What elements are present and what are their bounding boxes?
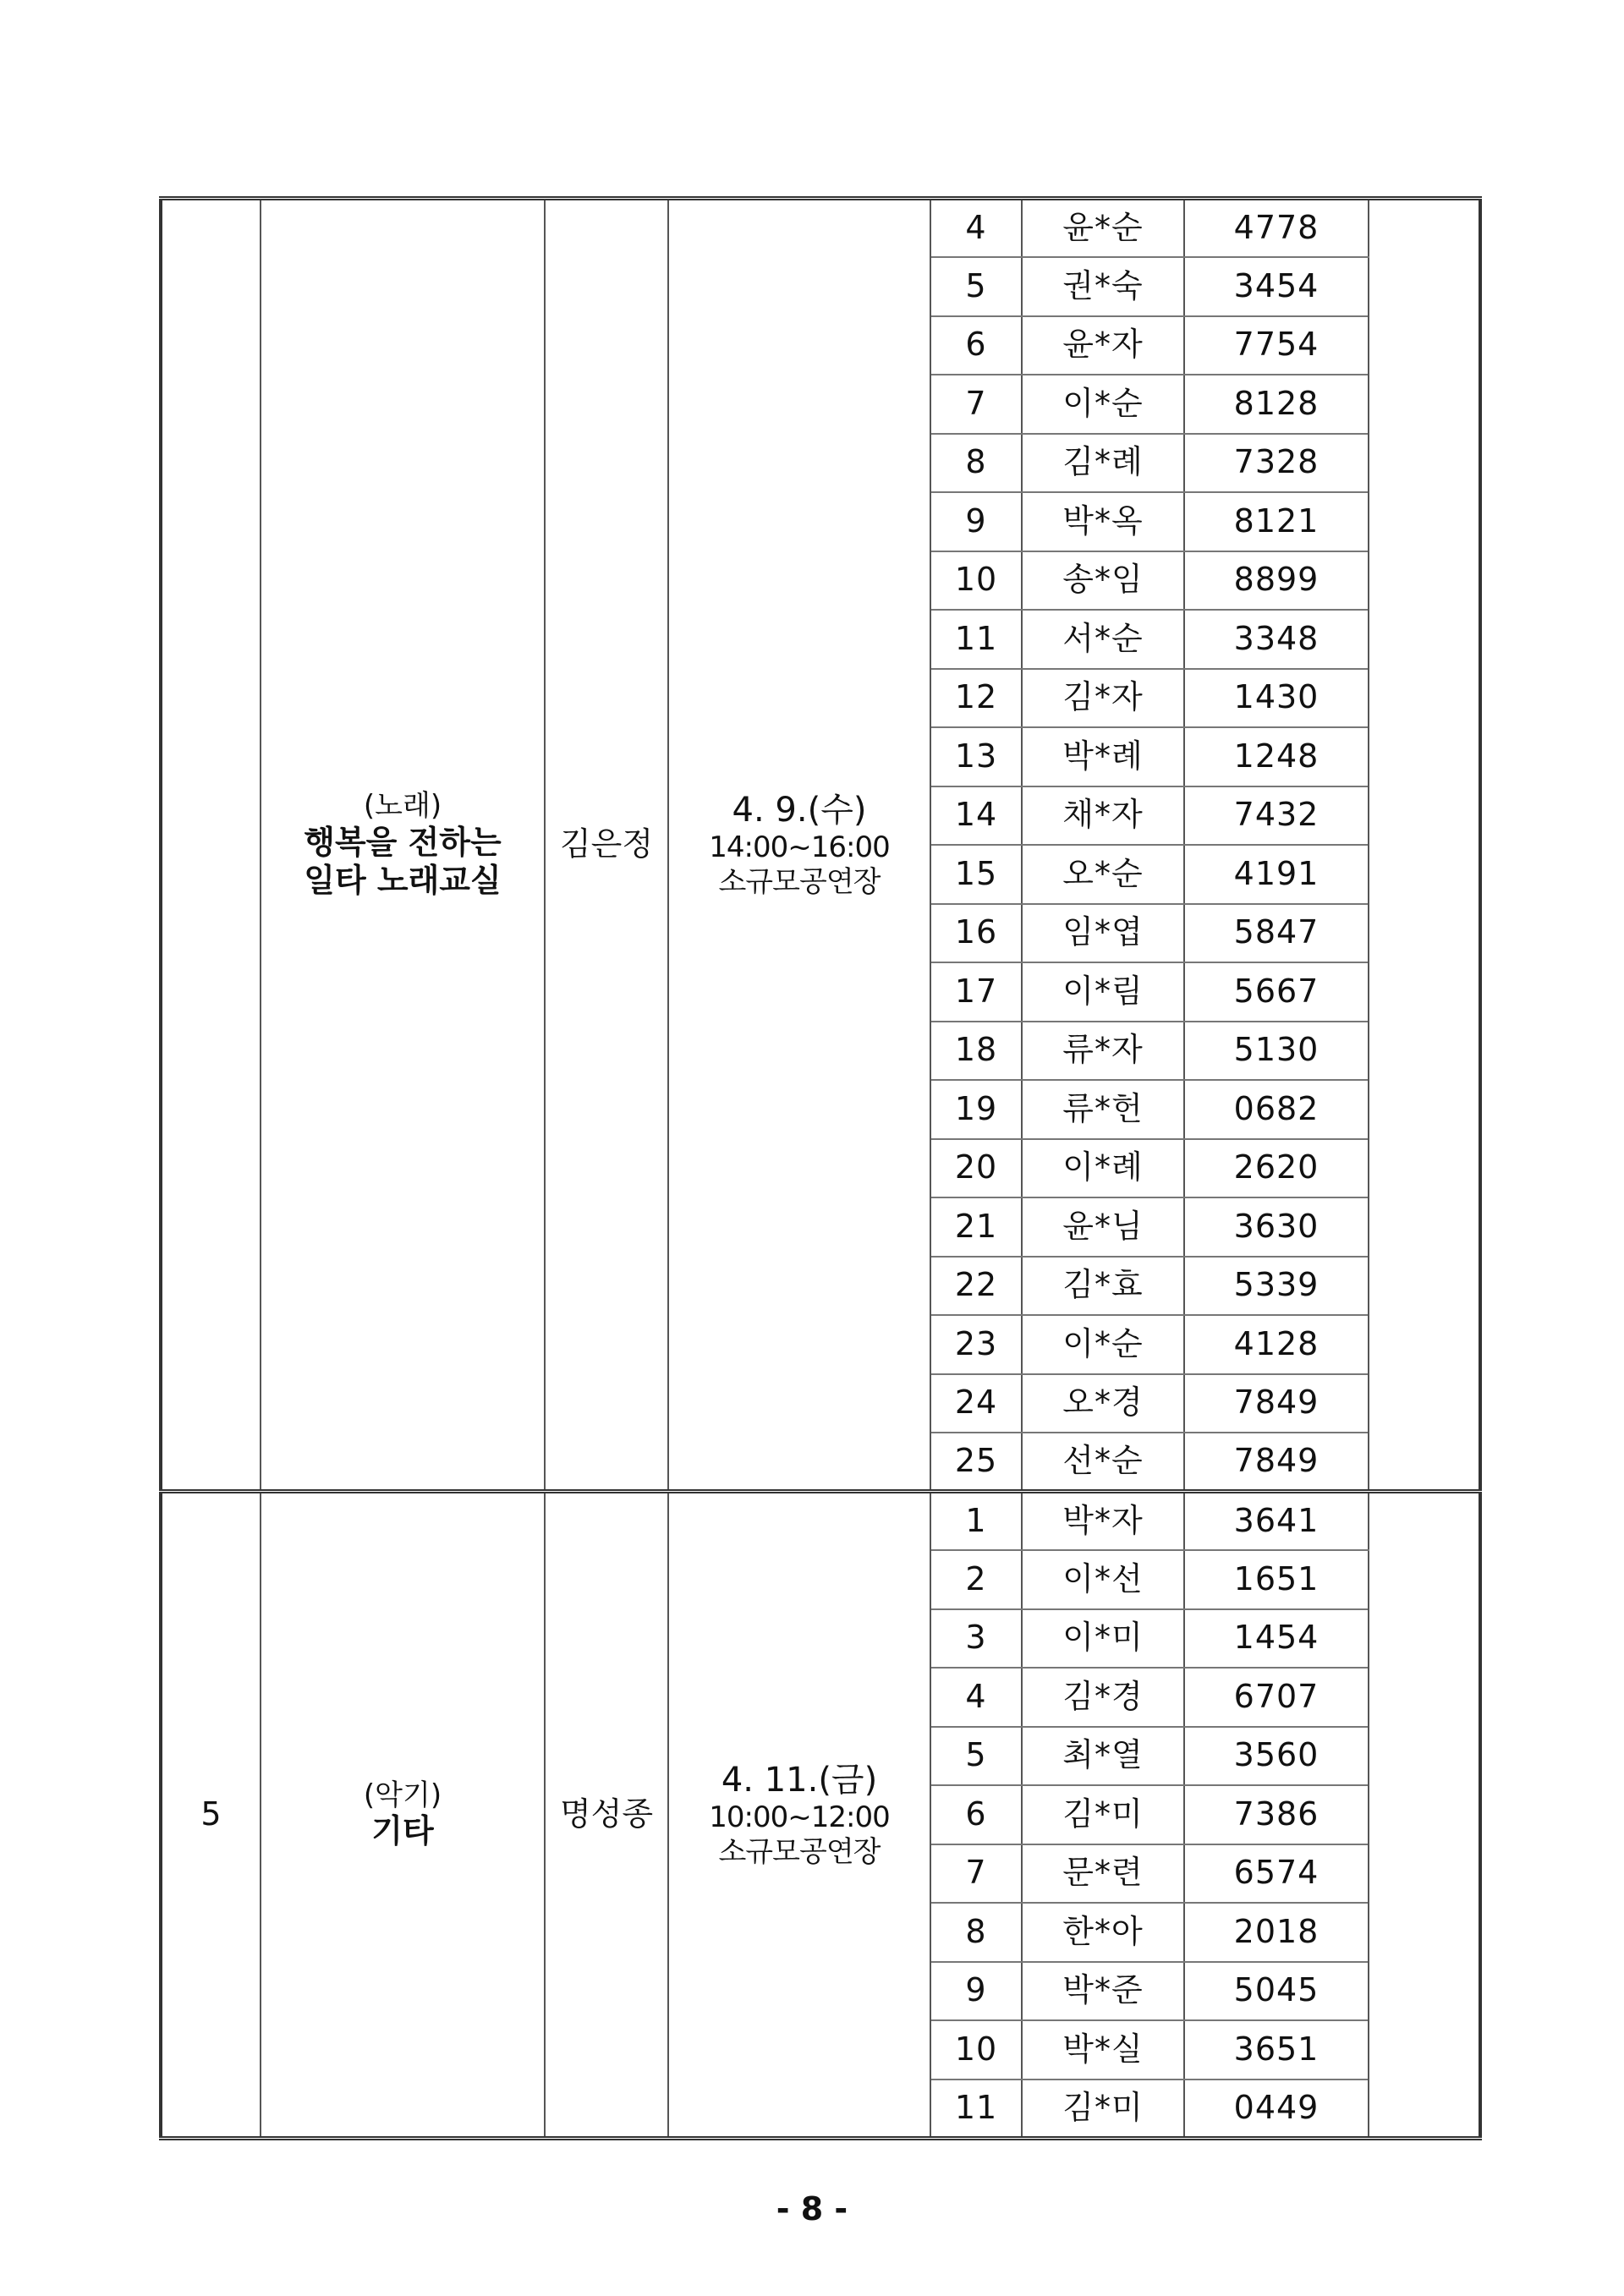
table-body [161, 199, 1480, 2139]
participant-code-cell: 7386 [1184, 1785, 1369, 1844]
participant-number-cell: 11 [930, 610, 1022, 669]
participant-name-cell: 오*순 [1022, 845, 1184, 904]
participant-name-cell: 이*림 [1022, 962, 1184, 1022]
participant-code-cell: 0682 [1184, 1080, 1369, 1139]
participant-name-cell: 박*례 [1022, 727, 1184, 786]
participant-number-cell: 6 [930, 316, 1022, 375]
participant-code-cell: 1248 [1184, 727, 1369, 786]
participant-code-cell: 7849 [1184, 1433, 1369, 1492]
remarks-cell [1369, 1492, 1480, 2139]
participant-name-cell: 문*련 [1022, 1844, 1184, 1904]
participant-number-cell: 5 [930, 1727, 1022, 1786]
participant-number-cell: 3 [930, 1609, 1022, 1669]
participant-number-cell: 12 [930, 669, 1022, 728]
program-name-cell [261, 1492, 545, 2139]
participant-name-cell: 한*아 [1022, 1903, 1184, 1962]
participant-code-cell: 5045 [1184, 1962, 1369, 2021]
table-row [161, 1492, 1480, 1551]
participant-name-cell: 임*엽 [1022, 904, 1184, 963]
program-name-cell [261, 199, 545, 1492]
participant-code-cell: 5667 [1184, 962, 1369, 1022]
participant-number-cell: 1 [930, 1492, 1022, 1551]
participant-code-cell: 1430 [1184, 669, 1369, 728]
participant-number-cell: 10 [930, 2020, 1022, 2080]
participant-name-cell: 김*자 [1022, 669, 1184, 728]
participant-name-cell: 이*선 [1022, 1550, 1184, 1609]
participant-number-cell: 9 [930, 1962, 1022, 2021]
participant-code-cell: 8128 [1184, 375, 1369, 434]
participant-number-cell: 20 [930, 1139, 1022, 1198]
participant-name-cell: 서*순 [1022, 610, 1184, 669]
participant-code-cell: 8121 [1184, 492, 1369, 551]
participant-number-cell: 24 [930, 1374, 1022, 1433]
participant-name-cell: 박*준 [1022, 1962, 1184, 2021]
participant-name-cell: 선*순 [1022, 1433, 1184, 1492]
program-category: (악기) [363, 1778, 442, 1812]
participant-number-cell: 22 [930, 1257, 1022, 1316]
participant-number-cell: 18 [930, 1022, 1022, 1081]
schedule-cell [668, 1492, 930, 2139]
participant-code-cell: 6574 [1184, 1844, 1369, 1904]
participant-name-cell: 박*실 [1022, 2020, 1184, 2080]
program-number-cell [161, 199, 261, 1492]
participant-number-cell: 2 [930, 1550, 1022, 1609]
participant-number-cell: 9 [930, 492, 1022, 551]
participant-code-cell: 8899 [1184, 551, 1369, 611]
participant-number-cell: 4 [930, 199, 1022, 258]
participant-name-cell: 김*례 [1022, 434, 1184, 493]
participant-code-cell: 7754 [1184, 316, 1369, 375]
participant-code-cell: 5847 [1184, 904, 1369, 963]
participant-number-cell: 17 [930, 962, 1022, 1022]
participant-number-cell: 15 [930, 845, 1022, 904]
participant-code-cell: 5339 [1184, 1257, 1369, 1316]
participant-name-cell: 김*효 [1022, 1257, 1184, 1316]
instructor-cell: 명성종 [545, 1492, 668, 2139]
participant-number-cell: 5 [930, 257, 1022, 316]
participant-name-cell: 김*미 [1022, 1785, 1184, 1844]
schedule-date: 4. 11.(금) [721, 1760, 878, 1800]
participant-number-cell: 21 [930, 1197, 1022, 1257]
participant-code-cell: 4191 [1184, 845, 1369, 904]
program-category: (노래) [363, 789, 442, 823]
schedule-time: 14:00~16:00 [709, 830, 890, 865]
participant-name-cell: 윤*님 [1022, 1197, 1184, 1257]
participant-name-cell: 박*옥 [1022, 492, 1184, 551]
participant-table [159, 196, 1482, 2140]
participant-code-cell: 1651 [1184, 1550, 1369, 1609]
participant-name-cell: 이*순 [1022, 375, 1184, 434]
participant-number-cell: 23 [930, 1315, 1022, 1374]
participant-code-cell: 7849 [1184, 1374, 1369, 1433]
program-number-cell: 5 [161, 1492, 261, 2139]
participant-code-cell: 6707 [1184, 1668, 1369, 1727]
participant-code-cell: 3560 [1184, 1727, 1369, 1786]
participant-number-cell: 14 [930, 786, 1022, 846]
participant-number-cell: 8 [930, 1903, 1022, 1962]
participant-name-cell: 송*임 [1022, 551, 1184, 611]
participant-code-cell: 3630 [1184, 1197, 1369, 1257]
participant-name-cell: 이*미 [1022, 1609, 1184, 1669]
participant-code-cell: 7432 [1184, 786, 1369, 846]
participant-number-cell: 16 [930, 904, 1022, 963]
participant-name-cell: 권*숙 [1022, 257, 1184, 316]
participant-code-cell: 5130 [1184, 1022, 1369, 1081]
participant-code-cell: 4778 [1184, 199, 1369, 258]
participant-code-cell: 3641 [1184, 1492, 1369, 1551]
participant-name-cell: 최*열 [1022, 1727, 1184, 1786]
participant-number-cell: 19 [930, 1080, 1022, 1139]
schedule-time: 10:00~12:00 [709, 1800, 890, 1834]
participant-code-cell: 2620 [1184, 1139, 1369, 1198]
page-number: - 8 - [776, 2190, 848, 2228]
participant-name-cell: 윤*순 [1022, 199, 1184, 258]
participant-code-cell: 1454 [1184, 1609, 1369, 1669]
participant-name-cell: 김*경 [1022, 1668, 1184, 1727]
participant-code-cell: 3348 [1184, 610, 1369, 669]
program-title-line2: 일타 노래교실 [304, 862, 502, 900]
participant-code-cell: 2018 [1184, 1903, 1369, 1962]
participant-name-cell: 박*자 [1022, 1492, 1184, 1551]
participant-name-cell: 채*자 [1022, 786, 1184, 846]
schedule-venue: 소규모공연장 [718, 865, 881, 899]
participant-number-cell: 7 [930, 1844, 1022, 1904]
program-title-line1: 행복을 전하는 [304, 823, 502, 861]
schedule-date: 4. 9.(수) [732, 791, 867, 830]
participant-code-cell: 7328 [1184, 434, 1369, 493]
instructor-cell: 김은정 [545, 199, 668, 1492]
participant-name-cell: 류*헌 [1022, 1080, 1184, 1139]
participant-code-cell: 0449 [1184, 2080, 1369, 2139]
participant-number-cell: 10 [930, 551, 1022, 611]
program-title-line1: 기타 [371, 1812, 434, 1850]
participant-name-cell: 김*미 [1022, 2080, 1184, 2139]
table-row [161, 199, 1480, 258]
participant-number-cell: 11 [930, 2080, 1022, 2139]
schedule-cell [668, 199, 930, 1492]
participant-name-cell: 오*경 [1022, 1374, 1184, 1433]
participant-code-cell: 3454 [1184, 257, 1369, 316]
schedule-venue: 소규모공연장 [718, 1834, 881, 1869]
participant-code-cell: 3651 [1184, 2020, 1369, 2080]
participant-number-cell: 25 [930, 1433, 1022, 1492]
participant-number-cell: 4 [930, 1668, 1022, 1727]
participant-code-cell: 4128 [1184, 1315, 1369, 1374]
remarks-cell [1369, 199, 1480, 1492]
participant-number-cell: 13 [930, 727, 1022, 786]
participant-number-cell: 7 [930, 375, 1022, 434]
participant-name-cell: 윤*자 [1022, 316, 1184, 375]
participant-number-cell: 8 [930, 434, 1022, 493]
participant-name-cell: 이*례 [1022, 1139, 1184, 1198]
participant-name-cell: 류*자 [1022, 1022, 1184, 1081]
participant-name-cell: 이*순 [1022, 1315, 1184, 1374]
participant-number-cell: 6 [930, 1785, 1022, 1844]
